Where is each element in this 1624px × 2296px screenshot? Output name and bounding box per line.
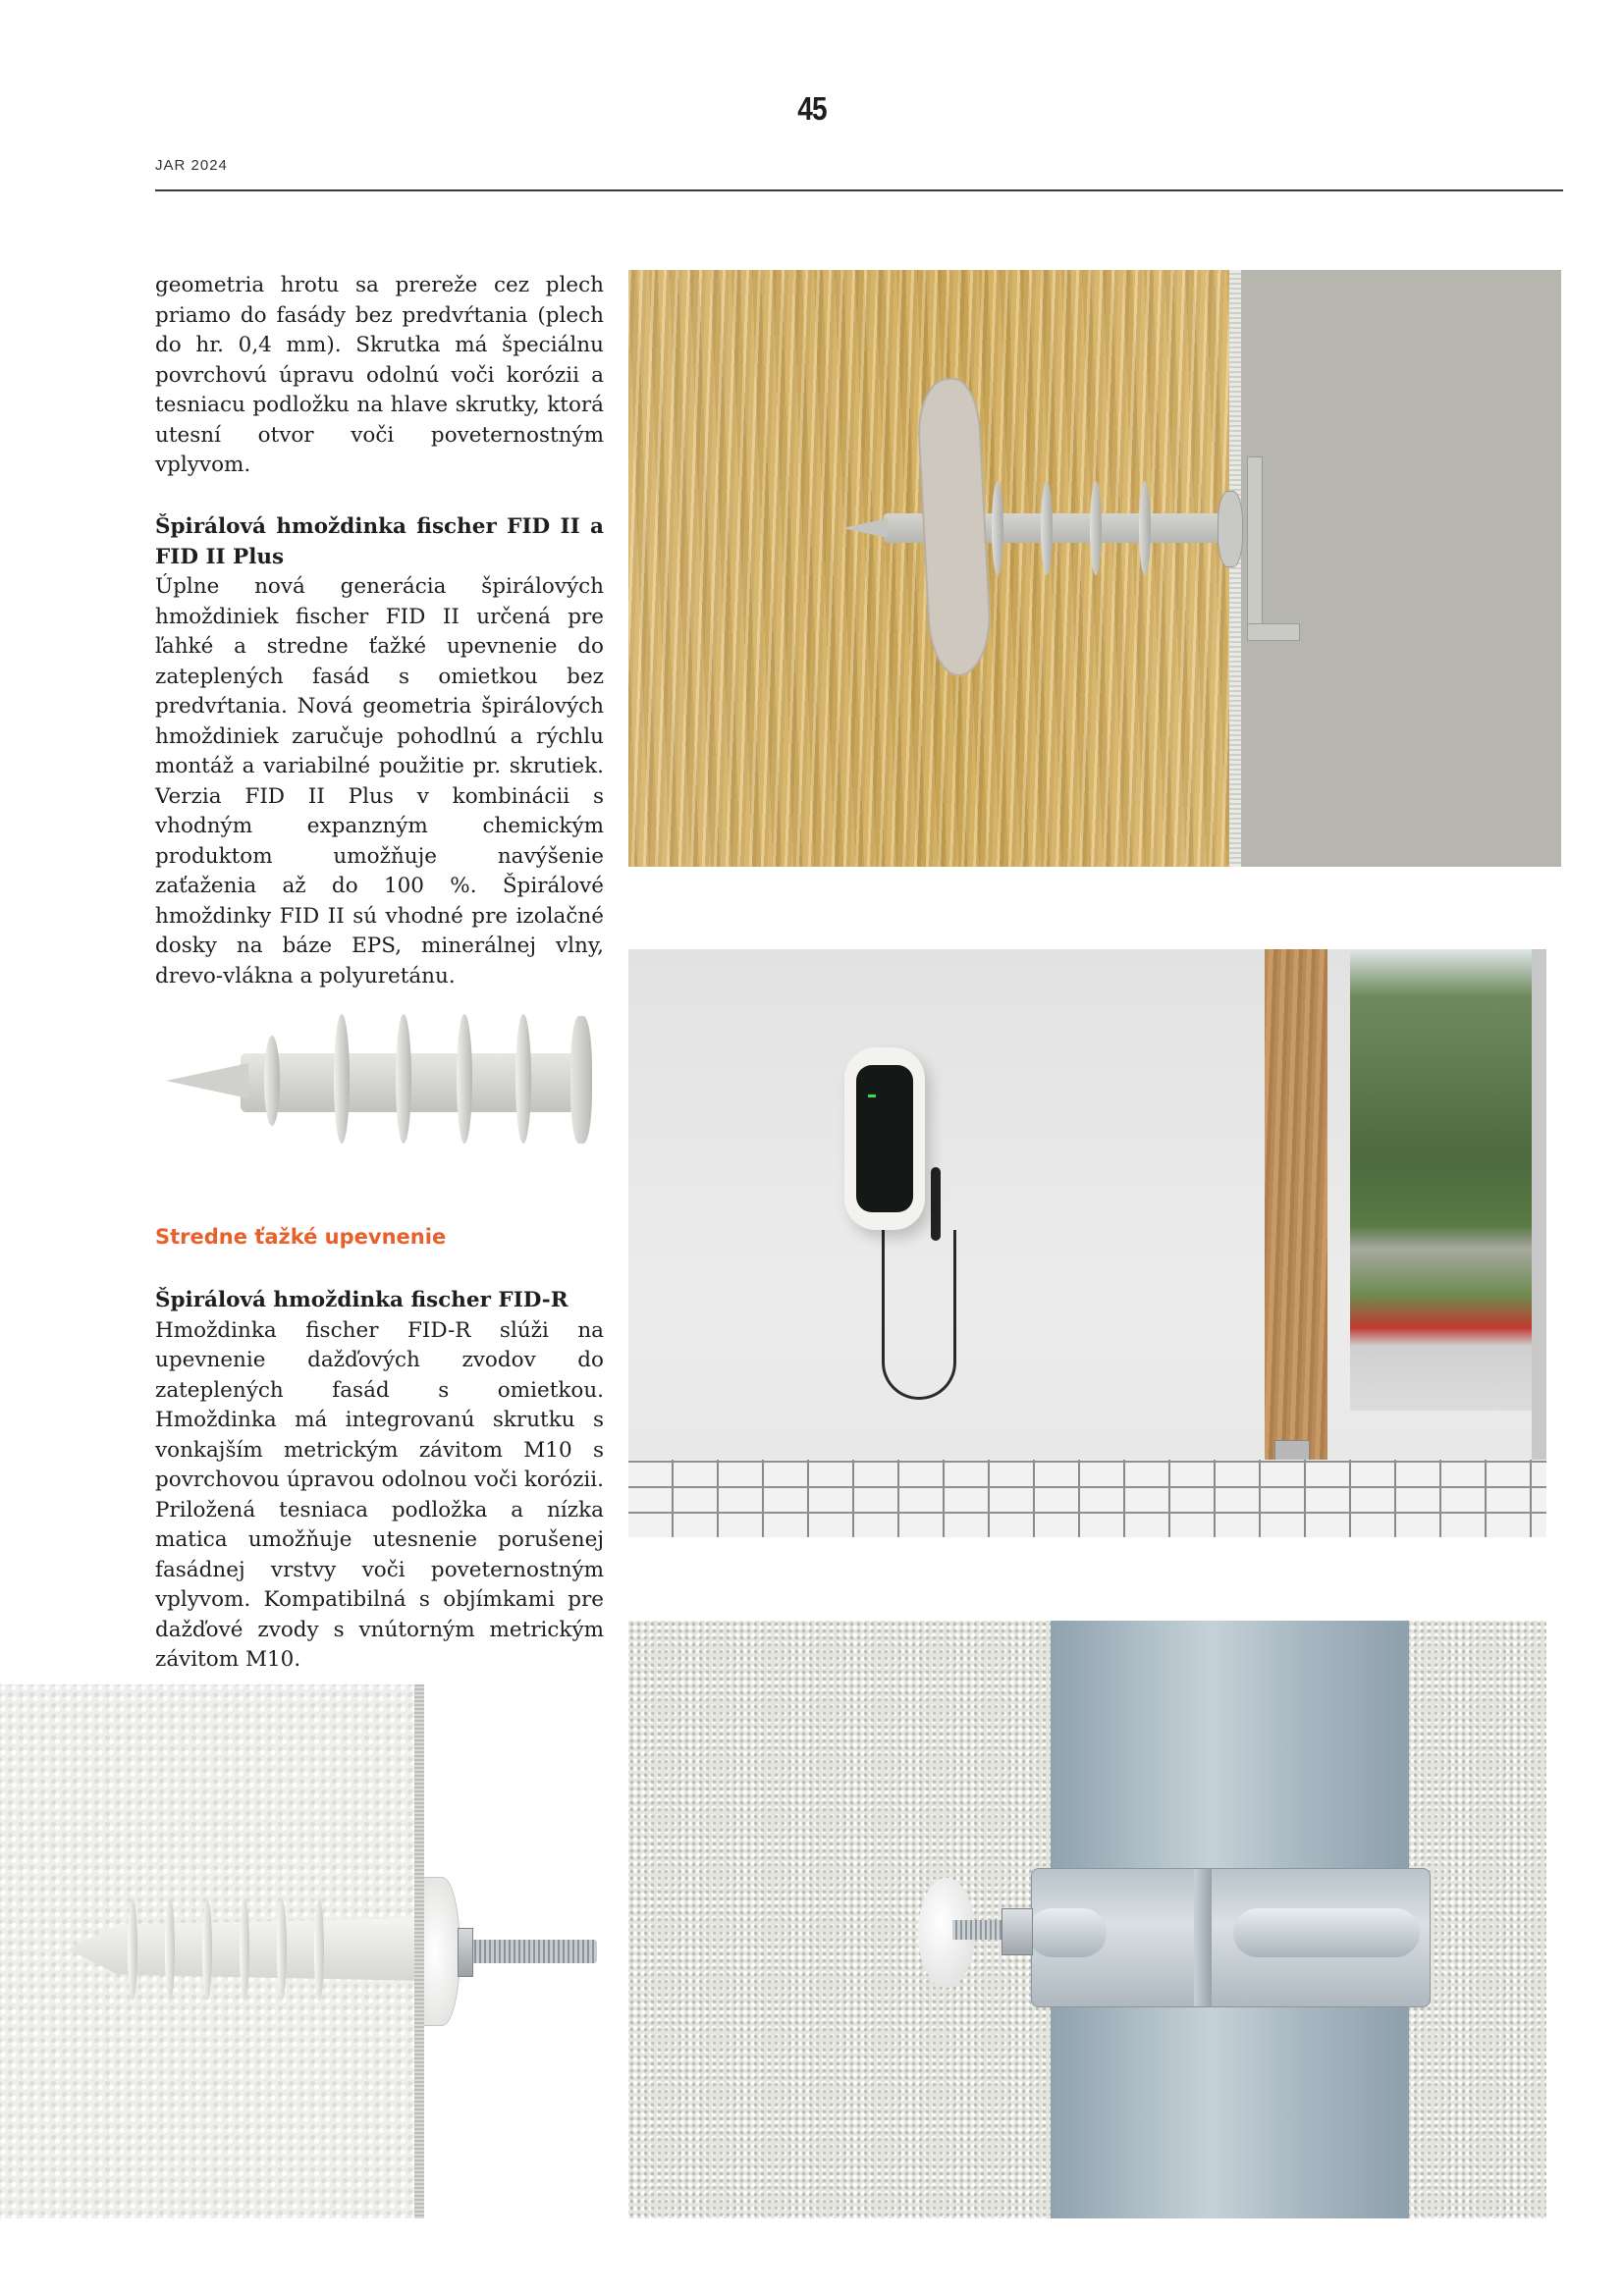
wallbox-charger-photo: [628, 949, 1546, 1537]
fidr-threaded-bolt: [424, 1877, 597, 2024]
fidr-section: [155, 1286, 604, 1676]
header-divider: [155, 189, 1563, 191]
fid2-body: Úplne nová generácia špirálových hmoždiniek fischer FID II určená pre ľahké a stredne ťažké upevnenie do zateplených fasád s omietkou bez predvŕtania. Nová geometria špirálových hmoždiniek zaručuje pohodlnú a rýchlu montáž a variabilné použitie pr. skrutiek. Verzia FID II Plus v kombinácii s vhodným expanzným chemickým produktom umožňuje navýšenie zaťaženia až do 100 %. Špirálové hmoždinky FID II sú vhodné pre izolačné dosky na báze EPS, minerálnej vlny, drevo-vlákna a polyuretánu.: [155, 574, 604, 988]
fid2-heading: Špirálová hmoždinka fischer FID II a FID II Plus: [155, 514, 604, 569]
mineral-wool-dowel-photo: [628, 270, 1561, 867]
intro-paragraph: geometria hrotu sa prereže cez plech priamo do fasády bez predvŕtania (plech do hr. 0,4 mm). Skrutka má špeciálnu povrchovú úpravu odolnú voči korózii a tesniacu podložku na hlave skrutky, ktorá utesní otvor voči poveternostným vplyvom.: [155, 273, 604, 477]
intro-text-block: [155, 271, 604, 481]
fid2-section: [155, 512, 604, 991]
downpipe-clamp-photo: [628, 1621, 1546, 2218]
section-title: Stredne ťažké upevnenie: [155, 1225, 447, 1249]
wallbox-device: [844, 1047, 925, 1230]
fidr-heading: Špirálová hmoždinka fischer FID-R: [155, 1288, 568, 1312]
fid2-dowel-product-image: [162, 996, 604, 1144]
issue-label: JAR 2024: [155, 157, 228, 174]
fidr-body: Hmoždinka fischer FID-R slúži na upevnenie dažďových zvodov do zateplených fasád s omietkou. Hmoždinka má integrovanú skrutku s vonkajším metrickým závitom M10 s povrchovou úpravou odolnou voči korózii. Priložená tesniaca podložka a nízka matica umožňuje utesnenie porušenej fasádnej vrstvy voči poveternostným vplyvom. Kompatibilná s objímkami pre dažďové zvody s vnútorným metrickým závitom M10.: [155, 1317, 604, 1672]
eps-fidr-dowel-photo: [0, 1684, 424, 2218]
page-number: 45: [797, 90, 827, 127]
